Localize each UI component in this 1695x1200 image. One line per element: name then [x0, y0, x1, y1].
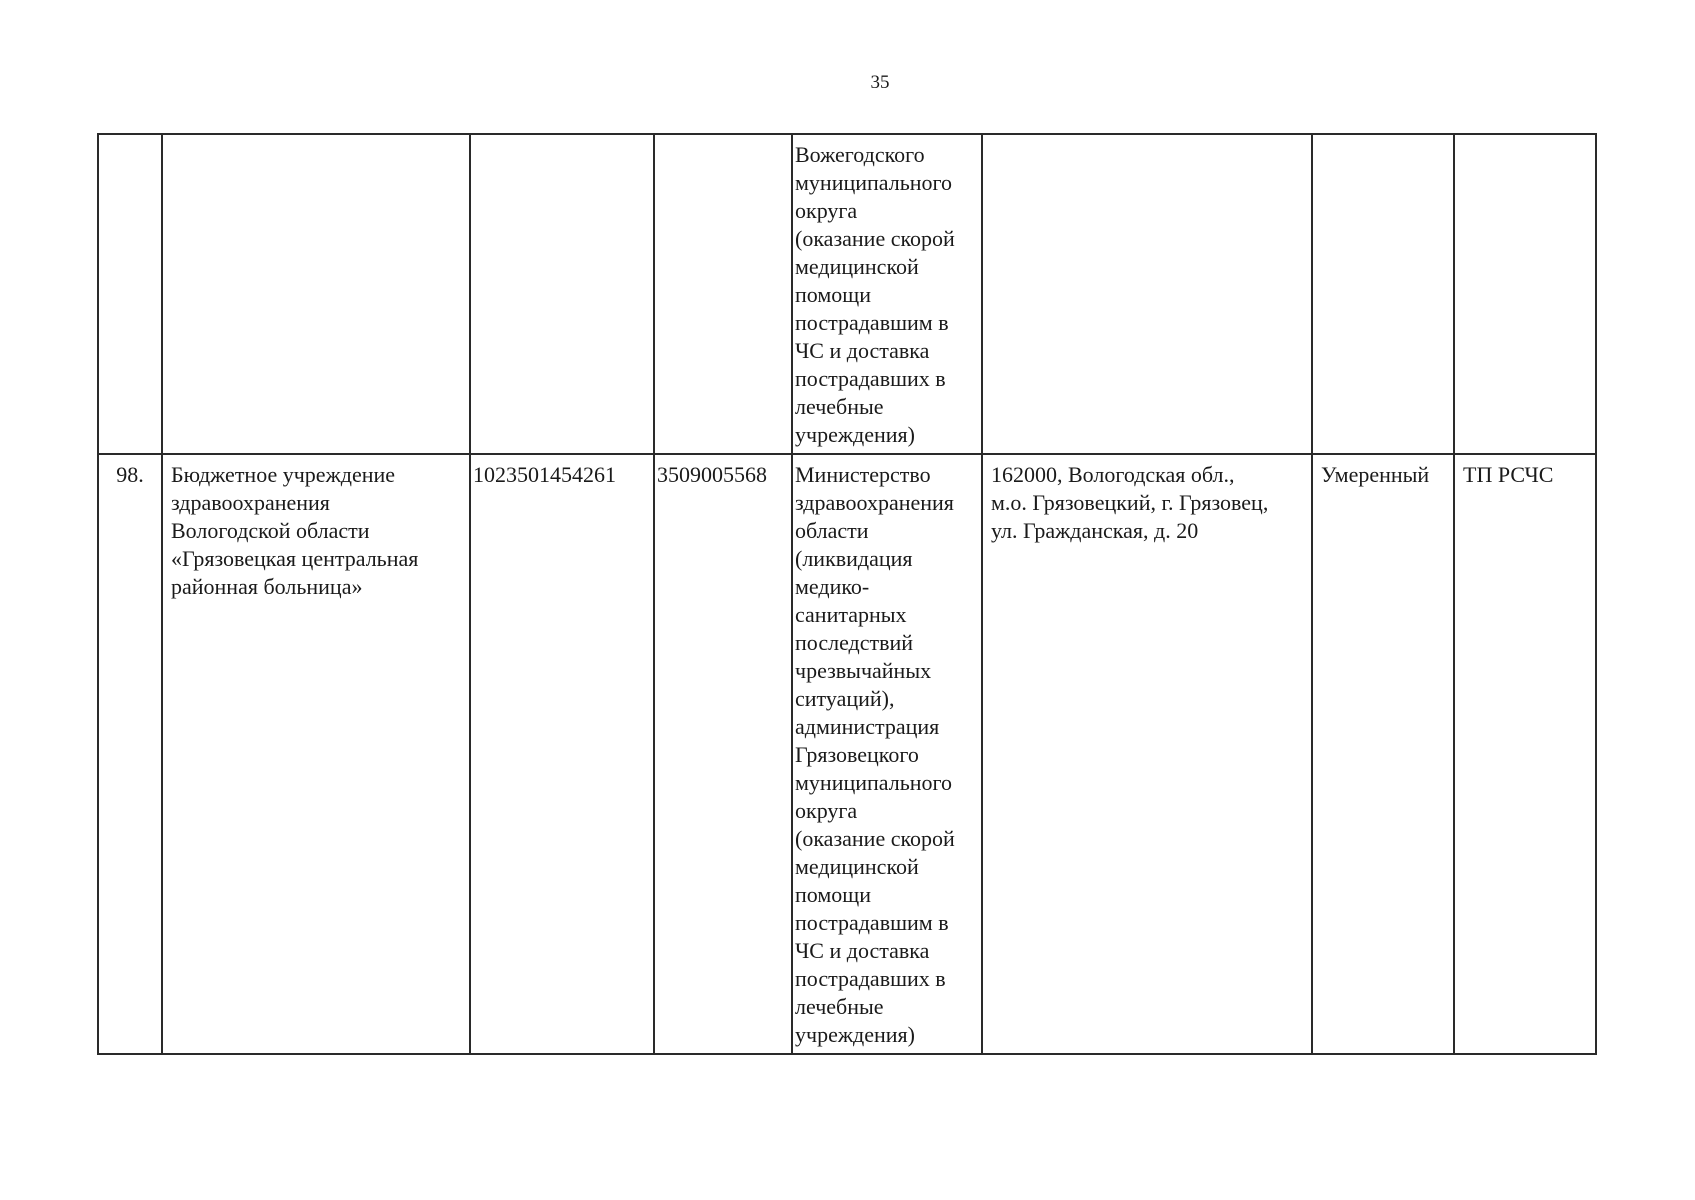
table-row [98, 134, 1596, 454]
inn-cell: 3509005568 [654, 454, 792, 1054]
row-number-cell [98, 134, 162, 454]
row-number-cell: 98. [98, 454, 162, 1054]
organization-name-cell [162, 134, 470, 454]
organization-name-cell: Бюджетное учреждение здравоохранения Вологодской области «Грязовецкая центральная районная больница» [162, 454, 470, 1054]
ogrn-cell: 1023501454261 [470, 454, 654, 1054]
address-cell: 162000, Вологодская обл., м.о. Грязовецкий, г. Грязовец, ул. Гражданская, д. 20 [982, 454, 1312, 1054]
ogrn-cell [470, 134, 654, 454]
inn-cell [654, 134, 792, 454]
subsystem-cell: ТП РСЧС [1454, 454, 1596, 1054]
address-cell [982, 134, 1312, 454]
registry-table [97, 133, 1597, 1055]
responsible-body-cell: Вожегодского муниципального округа (оказание скорой медицинской помощи пострадавшим в ЧС и доставка пострадавших в лечебные учреждения) [792, 134, 982, 454]
risk-category-cell [1312, 134, 1454, 454]
risk-category-cell: Умеренный [1312, 454, 1454, 1054]
page-number: 35 [870, 72, 890, 93]
responsible-body-cell: Министерство здравоохранения области (ликвидация медико- санитарных последствий чрезвычайных ситуаций), администрация Грязовецкого муниципального округа (оказание скорой медицинской помощи пострадавшим в ЧС и доставка пострадавших в лечебные учреждения) [792, 454, 982, 1054]
subsystem-cell [1454, 134, 1596, 454]
table-row [98, 454, 1596, 1054]
